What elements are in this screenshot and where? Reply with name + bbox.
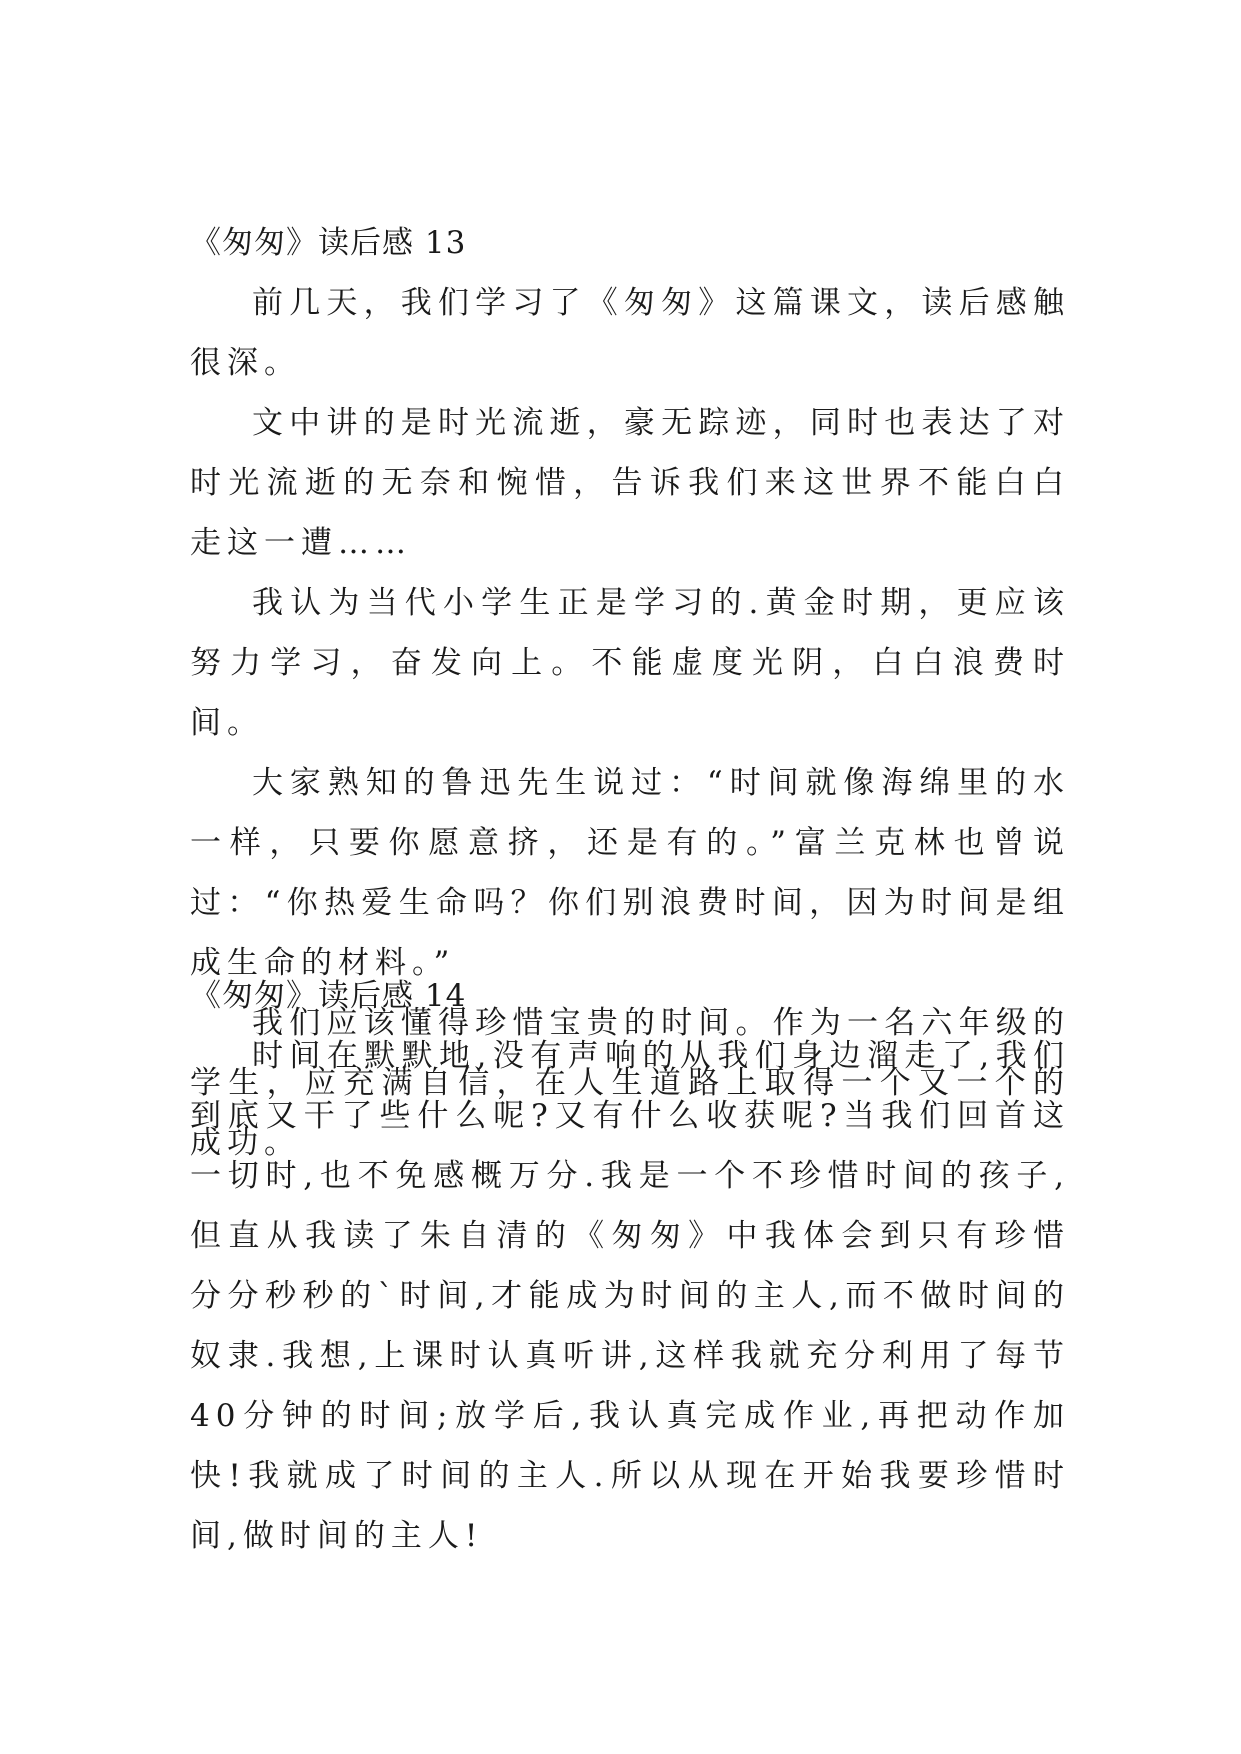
paragraph: 前几天，我们学习了《匆匆》这篇课文，读后感触很深。: [190, 285, 1070, 381]
paragraph: 文中讲的是时光流逝，豪无踪迹，同时也表达了对时光流逝的无奈和惋惜，告诉我们来这世界不能白白走这一遭……: [190, 405, 1070, 561]
essay-14: [190, 966, 1070, 1566]
essay-title: 《匆匆》读后感 13: [190, 225, 467, 261]
essay-title: 《匆匆》读后感 14: [190, 978, 467, 1014]
paragraph: 大家熟知的鲁迅先生说过：“时间就像海绵里的水一样，只要你愿意挤，还是有的。”富兰克林也曾说过：“你热爱生命吗？你们别浪费时间，因为时间是组成生命的材料。”: [190, 765, 1070, 981]
paragraph: 我认为当代小学生正是学习的.黄金时期，更应该努力学习，奋发向上。不能虚度光阴，白白浪费时间。: [190, 585, 1070, 741]
paragraph: 我们应该懂得珍惜宝贵的时间。作为一名六年级的学生，应充满自信，在人生道路上取得一个又一个的成功。: [190, 1005, 1070, 1161]
paragraph: 时间在默默地,没有声响的从我们身边溜走了,我们到底又干了些什么呢?又有什么收获呢?当我们回首这一切时,也不免感概万分.我是一个不珍惜时间的孩子,但直从我读了朱自清的《匆匆》中我体会到只有珍惜分分秒秒的`时间,才能成为时间的主人,而不做时间的奴隶.我想,上课时认真听讲,这样我就充分利用了每节40分钟的时间;放学后,我认真完成作业,再把动作加快!我就成了时间的主人.所以从现在开始我要珍惜时间,做时间的主人!: [190, 1038, 1070, 1554]
